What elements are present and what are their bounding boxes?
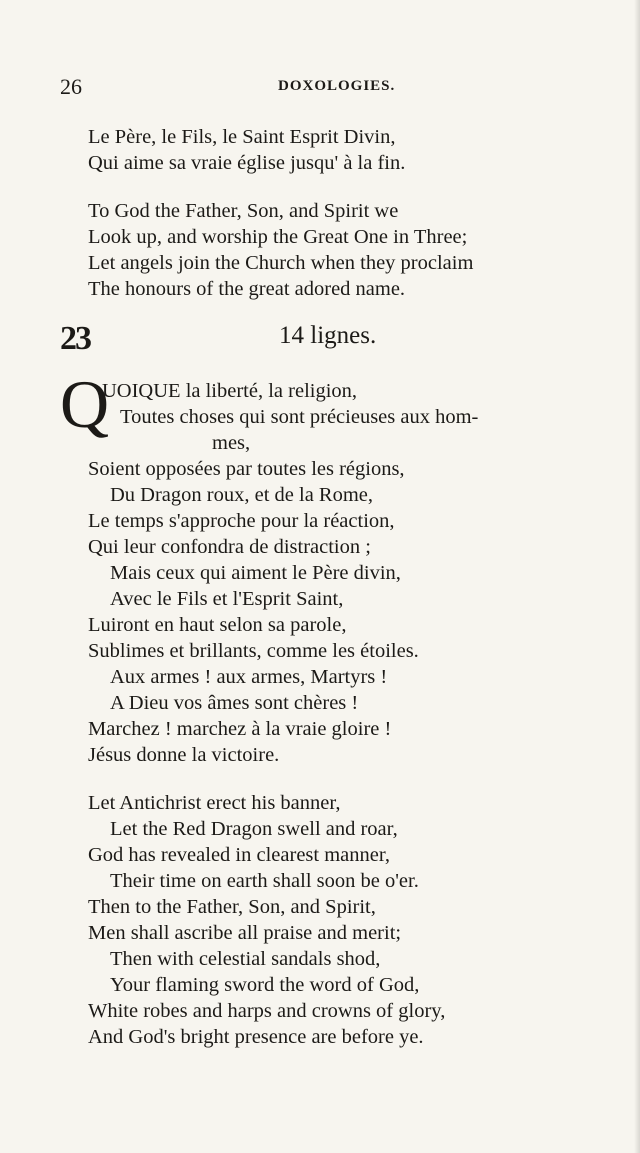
- english-verse-line: Your flaming sword the word of God,: [110, 974, 420, 996]
- french-verse-line: UOIQUE la liberté, la religion,: [102, 380, 358, 402]
- doxology-french-line: Qui aime sa vraie église jusqu' à la fin.: [88, 152, 406, 174]
- doxology-french-line: Le Père, le Fils, le Saint Esprit Divin,: [88, 126, 396, 148]
- english-verse-line: Let Antichrist erect his banner,: [88, 792, 341, 814]
- doxology-english-line: To God the Father, Son, and Spirit we: [88, 200, 399, 222]
- french-verse-line: Le temps s'approche pour la réaction,: [88, 510, 395, 532]
- french-verse-line: Marchez ! marchez à la vraie gloire !: [88, 718, 392, 740]
- english-verse-line: Then to the Father, Son, and Spirit,: [88, 896, 376, 918]
- english-verse-line: Let the Red Dragon swell and roar,: [110, 818, 398, 840]
- french-verse-line: A Dieu vos âmes sont chères !: [110, 692, 359, 714]
- french-verse-line: Jésus donne la victoire.: [88, 744, 280, 766]
- english-verse-line: Then with celestial sandals shod,: [110, 948, 381, 970]
- doxology-english-line: Let angels join the Church when they proclaim: [88, 252, 474, 274]
- english-verse-line: God has revealed in clearest manner,: [88, 844, 390, 866]
- doxology-english-line: The honours of the great adored name.: [88, 278, 406, 300]
- french-verse-line: Qui leur confondra de distraction ;: [88, 536, 371, 558]
- french-verse-line: Toutes choses qui sont précieuses aux hom-: [120, 406, 479, 428]
- french-verse-line: Aux armes ! aux armes, Martyrs !: [110, 666, 388, 688]
- french-verse-line: Avec le Fils et l'Esprit Saint,: [110, 588, 344, 610]
- page-edge-shadow: [634, 0, 640, 1153]
- drop-cap: Q: [60, 366, 110, 442]
- english-verse-line: Men shall ascribe all praise and merit;: [88, 922, 402, 944]
- hymn-number: 23: [60, 320, 90, 357]
- doxology-english-line: Look up, and worship the Great One in Three;: [88, 226, 468, 248]
- hymn-meter: 14 lignes.: [279, 322, 377, 349]
- english-verse-line: Their time on earth shall soon be o'er.: [110, 870, 419, 892]
- page-number: 26: [60, 74, 82, 99]
- french-verse-line: Mais ceux qui aiment le Père divin,: [110, 562, 401, 584]
- french-verse-line: Du Dragon roux, et de la Rome,: [110, 484, 374, 506]
- running-head: DOXOLOGIES.: [278, 78, 396, 94]
- french-verse-line: mes,: [212, 432, 251, 454]
- page-header: [60, 74, 600, 104]
- french-verse-line: Soient opposées par toutes les régions,: [88, 458, 405, 480]
- english-verse-line: And God's bright presence are before ye.: [88, 1026, 424, 1048]
- french-verse-line: Luiront en haut selon sa parole,: [88, 614, 347, 636]
- english-verse-line: White robes and harps and crowns of glory,: [88, 1000, 446, 1022]
- french-verse-line: Sublimes et brillants, comme les étoiles.: [88, 640, 419, 662]
